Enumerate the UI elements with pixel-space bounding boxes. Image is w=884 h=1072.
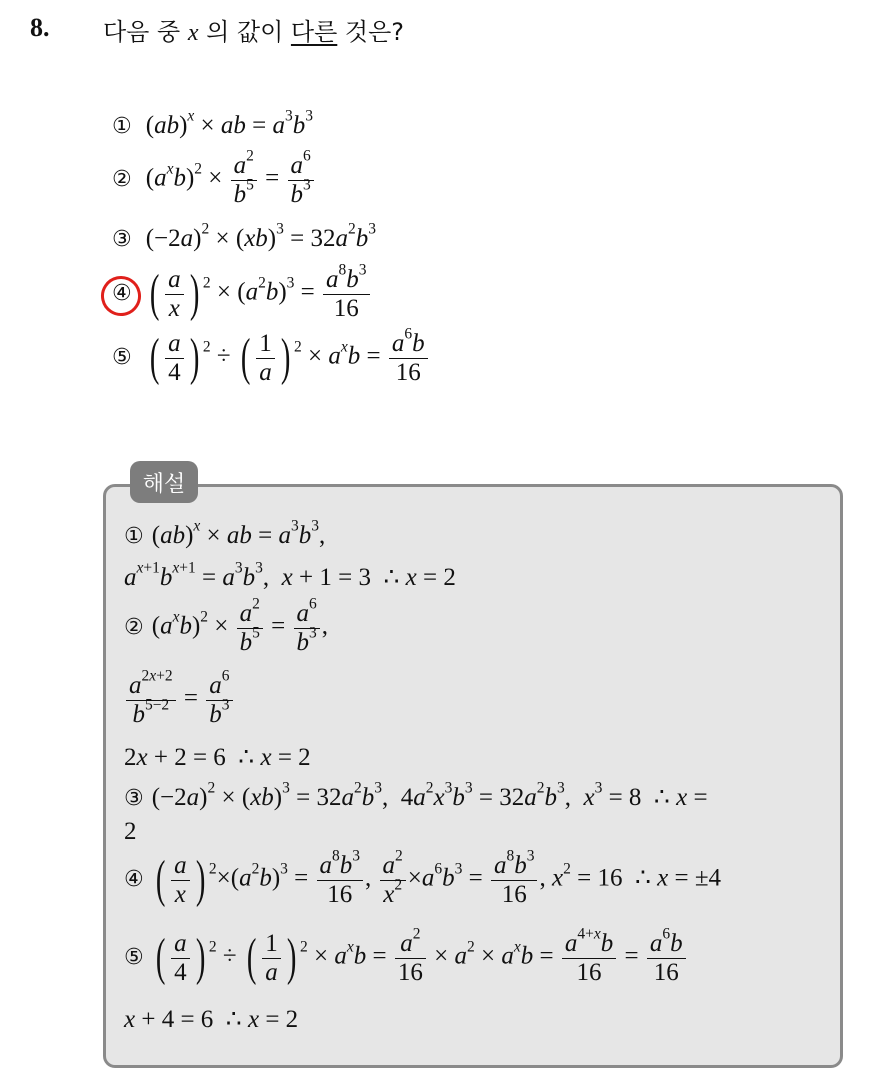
sol-mark-1: ①	[124, 524, 144, 549]
solution-line-7: 2	[124, 818, 137, 845]
solution-line-8: ④ ( $\frac{a}{x}$ ) $^2\times(a^2b)^3$ = $\frac{a^8b^3}{16}$ , $\frac{a^2}{x^2}$ $\times a^6b^3$ = $\frac{a^8b^3}{16}$ , $x^2 = 16$ ∴ x = ±4	[124, 847, 722, 908]
stem-text-2: 의 값이	[198, 18, 291, 46]
option-2[interactable]: ② $(a^xb)^2$ × $\frac{a^2}{b^5}$ = $\frac{a^6}{b^3}$	[112, 152, 316, 208]
option-2-mark: ②	[112, 166, 132, 192]
question-number: 8.	[30, 13, 50, 42]
stem-variable: x	[187, 20, 199, 46]
sol-mark-4: ④	[124, 866, 144, 892]
pm4: ±4	[694, 864, 722, 892]
option-5[interactable]: ⑤ ( $\frac{a}{4}$ ) $^2$ ÷ ( $\frac{1}{a}$ ) $^2 \times a^xb$ = $\frac{a^6b}{16}$	[112, 330, 430, 386]
solution-line-10: x + 4 = 6 ∴ x = 2	[124, 1006, 299, 1033]
sol-mark-3: ③	[124, 786, 144, 811]
sol-mark-2: ②	[124, 614, 144, 640]
solution-line-1: ① (ab)$^x$ × ab = $a^3b^3$,	[124, 517, 326, 549]
stem-text-1: 다음 중	[103, 18, 188, 46]
option-4-mark: ④	[112, 280, 132, 306]
solution-line-6: ③ $(-2a)^2 \times (xb)^3 = 32a^2b^3$, $4a^2x^3b^3 = 32a^2b^3$, $x^3 = 8$ ∴ x =	[124, 779, 708, 811]
stem-underlined: 다른	[290, 18, 338, 46]
solution-line-9: ⑤ ( $\frac{a}{4}$ ) $^2$ ÷ ( $\frac{1}{a}$ ) $^2 \times a^xb$ = $\frac{a^2}{16}$ × $a^2 \times a^xb$ = $\frac{a^{4+x}b}{16}$ = $\frac{a^6b}{16}$	[124, 930, 688, 986]
option-3[interactable]: ③ $(-2a)^2 \times (xb)^3 = 32a^2b^3$	[112, 220, 376, 252]
solution-line-2: $a^{x+1}b^{x+1} = a^3b^3$, x + 1 = 3 ∴ x = 2	[124, 559, 456, 591]
question-stem	[103, 12, 404, 47]
solution-line-3: ② $(a^xb)^2$ × $\frac{a^2}{b^5}$ = $\frac{a^6}{b^3}$ ,	[124, 595, 328, 656]
option-4[interactable]: ④ ( $\frac{a}{x}$ ) $^2 \times (a^2b)^3$ = $\frac{a^8b^3}{16}$	[112, 266, 372, 322]
option-3-mark: ③	[112, 227, 132, 252]
solution-line-5: 2x + 2 = 6 ∴ x = 2	[124, 744, 311, 771]
option-5-mark: ⑤	[112, 344, 132, 370]
sol-mark-5: ⑤	[124, 944, 144, 970]
solution-tab: 해설	[130, 461, 198, 503]
solution-line-4: $\frac{a^{2x+2}}{b^{5-2}}$ = $\frac{a^6}{b^3}$	[124, 672, 235, 728]
option-1-mark: ①	[112, 114, 132, 139]
stem-text-3: 것은?	[337, 18, 405, 46]
option-1[interactable]: ① (ab)$^x$ × ab = $a^3b^3$	[112, 107, 313, 139]
